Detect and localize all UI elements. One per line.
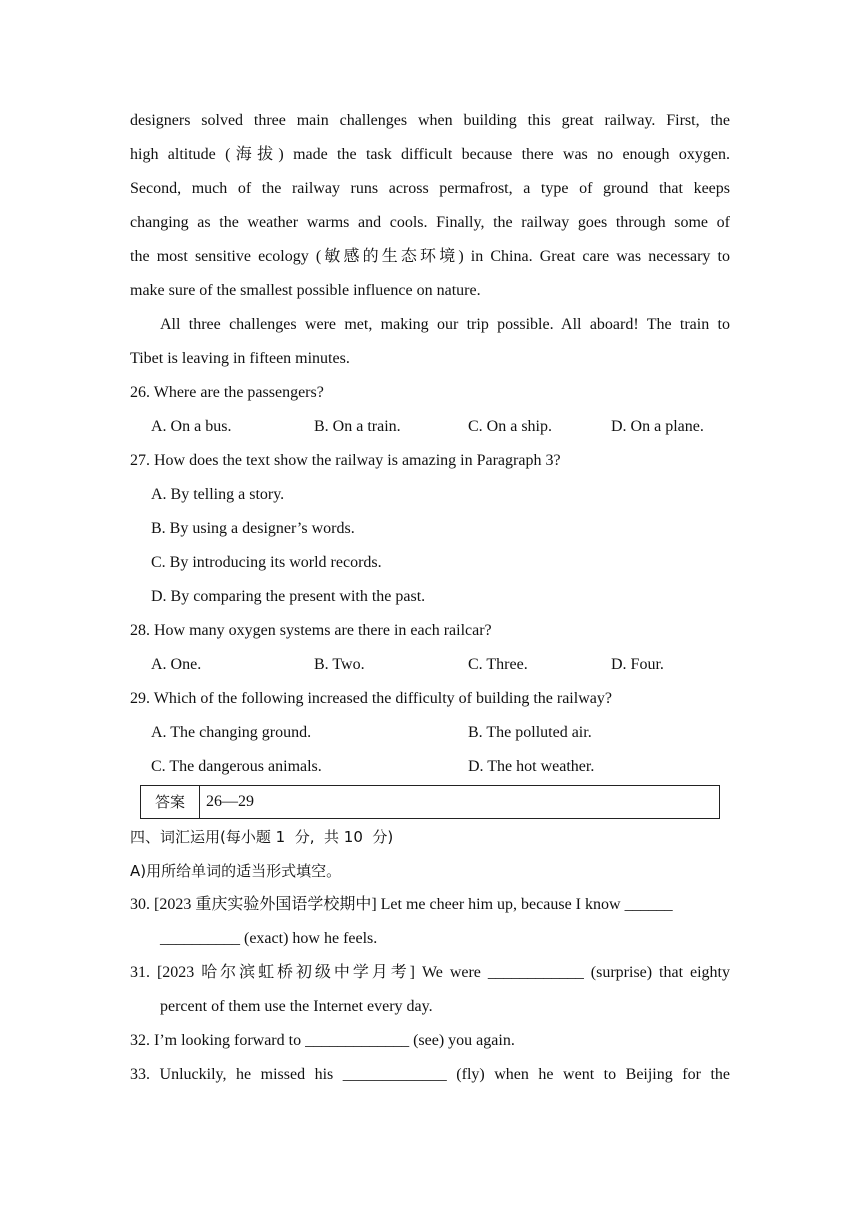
fill-item-32 xyxy=(130,1024,730,1058)
passage-line: changing as the weather warms and cools. Finally, the railway goes through some of xyxy=(130,214,730,231)
fill-item-line: 33. Unluckily, he missed his _____________ (fly) when he went to Beijing for the xyxy=(130,1066,730,1083)
option-b: B. By using a designer’s words. xyxy=(151,520,355,537)
passage-line: designers solved three main challenges when building this great railway. First, the xyxy=(130,112,730,129)
fill-item-line: percent of them use the Internet every day. xyxy=(160,998,433,1015)
option-c: C. The dangerous animals. xyxy=(151,758,322,775)
option-b: B. On a train. xyxy=(314,418,401,435)
option-c: C. By introducing its world records. xyxy=(151,554,382,571)
options-row xyxy=(130,716,730,750)
option-a: A. The changing ground. xyxy=(151,724,312,741)
option-b: B. Two. xyxy=(314,656,365,673)
option-d: D. Four. xyxy=(611,656,664,673)
answer-box xyxy=(140,785,720,819)
passage-line: Second, much of the railway runs across permafrost, a type of ground that keeps xyxy=(130,180,730,197)
fill-item-line: __________ (exact) how he feels. xyxy=(160,930,378,947)
question-stem: 27. How does the text show the railway is amazing in Paragraph 3? xyxy=(130,452,561,469)
option-a: A. One. xyxy=(151,656,202,673)
section-heading: 四、词汇运用(每小题 1 分, 共 10 分) xyxy=(130,828,394,846)
section-subheading: A)用所给单词的适当形式填空。 xyxy=(130,862,342,880)
option-c: C. On a ship. xyxy=(468,418,552,435)
question-28 xyxy=(130,614,730,682)
options-row xyxy=(130,410,730,444)
option-d: D. On a plane. xyxy=(611,418,704,435)
fill-item-line: 30. [2023 重庆实验外国语学校期中] Let me cheer him up, because I know ______ xyxy=(130,896,673,913)
paragraph-2 xyxy=(130,308,730,376)
option-d: D. The hot weather. xyxy=(468,758,595,775)
passage-line: Tibet is leaving in fifteen minutes. xyxy=(130,350,350,367)
answer-range[interactable]: 26—29 xyxy=(206,793,254,810)
option-a: A. On a bus. xyxy=(151,418,232,435)
passage-line: make sure of the smallest possible influence on nature. xyxy=(130,282,481,299)
question-27 xyxy=(130,444,730,614)
passage-line: the most sensitive ecology (敏感的生态环境) in China. Great care was necessary to xyxy=(130,248,730,265)
question-stem: 28. How many oxygen systems are there in each railcar? xyxy=(130,622,492,639)
option-d: D. By comparing the present with the past. xyxy=(151,588,426,605)
options-row xyxy=(130,648,730,682)
fill-item-line: 31. [2023 哈尔滨虹桥初级中学月考] We were ____________ (surprise) that eighty xyxy=(130,964,730,981)
passage-line: high altitude (海拔) made the task difficult because there was no enough oxygen. xyxy=(130,146,730,163)
passage-line: All three challenges were met, making our trip possible. All aboard! The train to xyxy=(160,316,730,333)
option-c: C. Three. xyxy=(468,656,528,673)
question-stem: 29. Which of the following increased the difficulty of building the railway? xyxy=(130,690,612,707)
question-29 xyxy=(130,682,730,784)
options-row xyxy=(130,750,730,784)
fill-item-line: 32. I’m looking forward to _____________ (see) you again. xyxy=(130,1032,515,1049)
document-page xyxy=(130,104,730,1092)
fill-item-31 xyxy=(130,956,730,1024)
fill-item-30 xyxy=(130,888,730,956)
question-stem: 26. Where are the passengers? xyxy=(130,384,324,401)
answer-label: 答案 xyxy=(141,786,200,818)
question-26 xyxy=(130,376,730,444)
paragraph-1 xyxy=(130,104,730,308)
fill-item-33 xyxy=(130,1058,730,1092)
option-b: B. The polluted air. xyxy=(468,724,592,741)
option-a: A. By telling a story. xyxy=(151,486,285,503)
